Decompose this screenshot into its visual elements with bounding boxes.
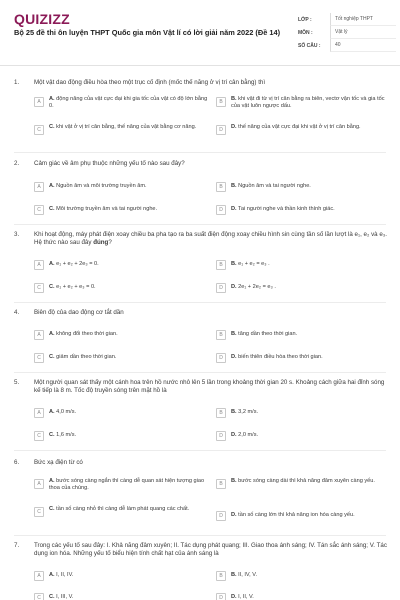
option-marker: A [34, 571, 44, 581]
option-marker: D [216, 283, 226, 293]
worksheet-title: Bộ 25 đề thi ôn luyện THPT Quốc gia môn Vật lí có lời giải năm 2022 (Đề 14) [14, 28, 281, 37]
option-a[interactable]: A A. không đổi theo thời gian. [34, 329, 208, 345]
info-value: Vật lý [330, 26, 396, 39]
option-marker: B [216, 571, 226, 581]
option-marker: C [34, 431, 44, 441]
question-text: Khi hoạt động, máy phát điện xoay chiều ba pha tạo ra ba suất điện động xoay chiều hình sin cùng tần số lần lượt là e₁, e₂ và e₃. Hệ thức nào sau đây đúng? [34, 231, 388, 247]
option-marker: A [34, 260, 44, 270]
divider [14, 372, 386, 373]
question-number: 2. [14, 160, 20, 167]
option-b[interactable]: B B. e₁ + e₂ = e₃ . [216, 259, 386, 275]
option-b[interactable]: B B. tăng dần theo thời gian. [216, 329, 386, 345]
option-marker: B [216, 479, 226, 489]
info-label: SỐ CÂU : [298, 42, 321, 49]
option-marker: D [216, 205, 226, 215]
option-d[interactable]: D D. 2e₁ + 2e₂ = e₃ . [216, 282, 386, 298]
option-d[interactable]: D D. tần số càng lớn thì khả năng ion hóa càng yếu. [216, 510, 386, 526]
option-a[interactable]: A A. 4,0 m/s. [34, 407, 208, 423]
option-a[interactable]: A A. động năng của vật cực đại khi gia tốc của vật có độ lớn bằng 0. [34, 96, 208, 112]
option-c[interactable]: C C. Môi trường truyền âm và tai người nghe. [34, 204, 208, 220]
option-d[interactable]: D D. 2,0 m/s. [216, 430, 386, 446]
option-a[interactable]: A A. Nguồn âm và môi trường truyền âm. [34, 181, 208, 197]
question-text: Biên độ của dao động cơ tắt dần [34, 309, 124, 316]
option-marker: C [34, 283, 44, 293]
option-marker: D [216, 511, 226, 521]
option-a[interactable]: A A. bước sóng càng ngắn thì càng dễ quan sát hiện tượng giao thoa của chúng. [34, 478, 208, 494]
divider [14, 152, 386, 153]
worksheet-info-table [298, 13, 396, 52]
info-label: MÔN : [298, 29, 313, 36]
option-marker: B [216, 97, 226, 107]
question-number: 1. [14, 79, 20, 86]
quizizz-logo: QUIZIZZ [14, 11, 70, 27]
question-number: 7. [14, 542, 20, 549]
divider [14, 535, 386, 536]
option-b[interactable]: B B. 3,2 m/s. [216, 407, 386, 423]
info-row-class [298, 13, 396, 26]
option-c[interactable]: C C. 1,6 m/s. [34, 430, 208, 446]
question-number: 6. [14, 459, 20, 466]
question-text: Cảm giác về âm phụ thuộc những yếu tố nào sau đây? [34, 160, 185, 167]
option-marker: C [34, 507, 44, 517]
divider [14, 450, 386, 451]
option-c[interactable]: C C. I, III, V. [34, 592, 208, 600]
option-d[interactable]: D D. thế năng của vật cực đại khi vật ở vị trí cân bằng. [216, 124, 386, 140]
option-b[interactable]: B B. khi vật đi từ vị trí cân bằng ra biên, vectơ vận tốc và gia tốc của vật luôn ngược dấu. [216, 96, 386, 112]
option-b[interactable]: B B. bước sóng càng dài thì khả năng đâm xuyên càng yếu. [216, 478, 386, 494]
option-marker: A [34, 182, 44, 192]
option-marker: B [216, 330, 226, 340]
divider [14, 224, 386, 225]
question-text: Bức xạ điện từ có [34, 459, 83, 466]
question-number: 3. [14, 231, 20, 238]
option-marker: A [34, 408, 44, 418]
option-d[interactable]: D D. Tai người nghe và thần kinh thính giác. [216, 204, 386, 220]
option-marker: A [34, 479, 44, 489]
divider [14, 302, 386, 303]
option-marker: D [216, 353, 226, 363]
option-marker: B [216, 182, 226, 192]
info-label: LỚP : [298, 16, 312, 23]
option-c[interactable]: C C. giảm dần theo thời gian. [34, 352, 208, 368]
option-marker: C [34, 205, 44, 215]
info-value: 40 [330, 39, 396, 52]
option-a[interactable]: A A. e₁ + e₂ + 2e₃ = 0. [34, 259, 208, 275]
option-marker: D [216, 125, 226, 135]
question-text: Một người quan sát thấy một cánh hoa trên hồ nước nhô lên 5 lần trong khoảng thời gian 20 s. Khoảng cách giữa hai đỉnh sóng kế tiếp là 8 m. Tốc độ truyền sóng trên mặt hồ là [34, 379, 385, 395]
option-marker: A [34, 330, 44, 340]
option-marker: B [216, 260, 226, 270]
option-c[interactable]: C C. e₁ + e₂ + e₃ = 0. [34, 282, 208, 298]
info-row-subject [298, 26, 396, 39]
question-text: Một vật dao động điều hòa theo một trục cố định (mốc thế năng ở vị trí cân bằng) thì [34, 79, 266, 86]
question-text: Trong các yếu tố sau đây: I. Khả năng đâm xuyên; II. Tác dụng phát quang; III. Giao thoa ánh sáng; IV. Tán sắc ánh sáng; V. Tác dụng ion hóa. Những yếu tố biểu hiện tính chất hạt của ánh sáng là [34, 542, 387, 558]
option-b[interactable]: B B. Nguồn âm và tai người nghe. [216, 181, 386, 197]
option-marker: B [216, 408, 226, 418]
info-row-count [298, 39, 396, 52]
option-marker: C [34, 125, 44, 135]
option-a[interactable]: A A. I, II, IV. [34, 570, 208, 586]
option-marker: A [34, 97, 44, 107]
option-b[interactable]: B B. II, IV, V. [216, 570, 386, 586]
question-number: 5. [14, 379, 20, 386]
option-marker: C [34, 593, 44, 600]
option-c[interactable]: C C. tần số càng nhỏ thì càng dễ làm phát quang các chất. [34, 506, 208, 522]
info-value: Tốt nghiệp THPT [330, 13, 396, 26]
option-c[interactable]: C C. khi vật ở vị trí cân bằng, thế năng của vật bằng cơ năng. [34, 124, 208, 140]
option-marker: D [216, 593, 226, 600]
option-marker: C [34, 353, 44, 363]
option-d[interactable]: D D. biến thiên điều hòa theo thời gian. [216, 352, 386, 368]
option-d[interactable]: D D. I, II, V. [216, 592, 386, 600]
worksheet-header [0, 0, 400, 66]
option-marker: D [216, 431, 226, 441]
question-number: 4. [14, 309, 20, 316]
